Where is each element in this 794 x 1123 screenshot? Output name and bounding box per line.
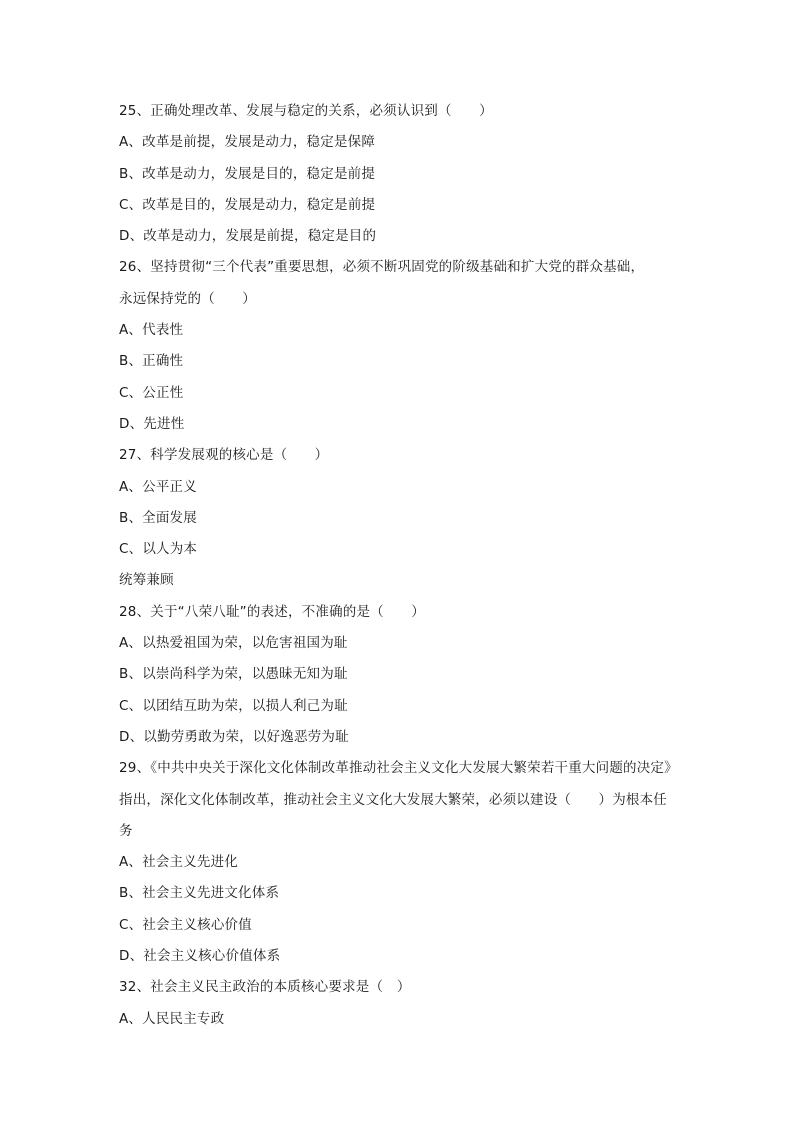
question-26-option-c: C、公正性 <box>119 384 184 401</box>
question-29-option-c: C、社会主义核心价值 <box>119 916 252 933</box>
question-27-option-a: A、公平正义 <box>119 478 197 495</box>
question-32-option-a: A、人民民主专政 <box>119 1010 225 1027</box>
question-29-option-d: D、社会主义核心价值体系 <box>119 948 281 965</box>
question-26-stem: 26、坚持贯彻“三个代表”重要思想，必须不断巩固党的阶级基础和扩大党的群众基础， <box>119 259 645 276</box>
question-32-stem: 32、社会主义民主政治的本质核心要求是（ ） <box>119 979 411 996</box>
question-28-stem: 28、关于“八荣八耻”的表述，不准确的是（ ） <box>119 603 425 620</box>
question-26-option-b: B、正确性 <box>119 353 184 370</box>
question-29-stem-continued: 指出，深化文化体制改革，推动社会主义文化大发展大繁荣，必须以建设（ ）为根本任 <box>119 791 667 808</box>
question-25-option-a: A、改革是前提，发展是动力，稳定是保障 <box>119 134 376 151</box>
question-27-stem: 27、科学发展观的核心是（ ） <box>119 447 329 464</box>
question-29-option-b: B、社会主义先进文化体系 <box>119 885 280 902</box>
question-26-option-a: A、代表性 <box>119 322 184 339</box>
question-25-stem: 25、正确处理改革、发展与稳定的关系，必须认识到（ ） <box>119 103 493 119</box>
question-29-stem-end: 务 <box>119 822 133 839</box>
question-text-block <box>119 99 719 1038</box>
question-26-stem-continued: 永远保持党的（ ） <box>119 290 256 307</box>
question-25-option-c: C、改革是目的，发展是动力，稳定是前提 <box>119 196 376 213</box>
question-27-option-d: 统筹兼顾 <box>119 572 174 589</box>
question-28-option-a: A、以热爱祖国为荣，以危害祖国为耻 <box>119 635 348 652</box>
question-29-stem: 29、《中共中央关于深化文化体制改革推动社会主义文化大发展大繁荣若干重大问题的决定》 <box>119 760 678 777</box>
question-25-option-b: B、改革是动力，发展是目的，稳定是前提 <box>119 165 376 182</box>
question-27-option-b: B、全面发展 <box>119 509 197 526</box>
question-25-option-d: D、改革是动力，发展是前提，稳定是目的 <box>119 228 377 245</box>
question-28-option-d: D、以勤劳勇敢为荣，以好逸恶劳为耻 <box>119 728 349 745</box>
question-28-option-c: C、以团结互助为荣，以损人利己为耻 <box>119 697 348 714</box>
question-26-option-d: D、先进性 <box>119 415 185 432</box>
question-27-option-c: C、以人为本 <box>119 541 198 558</box>
question-28-option-b: B、以崇尚科学为荣，以愚昧无知为耻 <box>119 666 348 683</box>
question-29-option-a: A、社会主义先进化 <box>119 854 239 871</box>
